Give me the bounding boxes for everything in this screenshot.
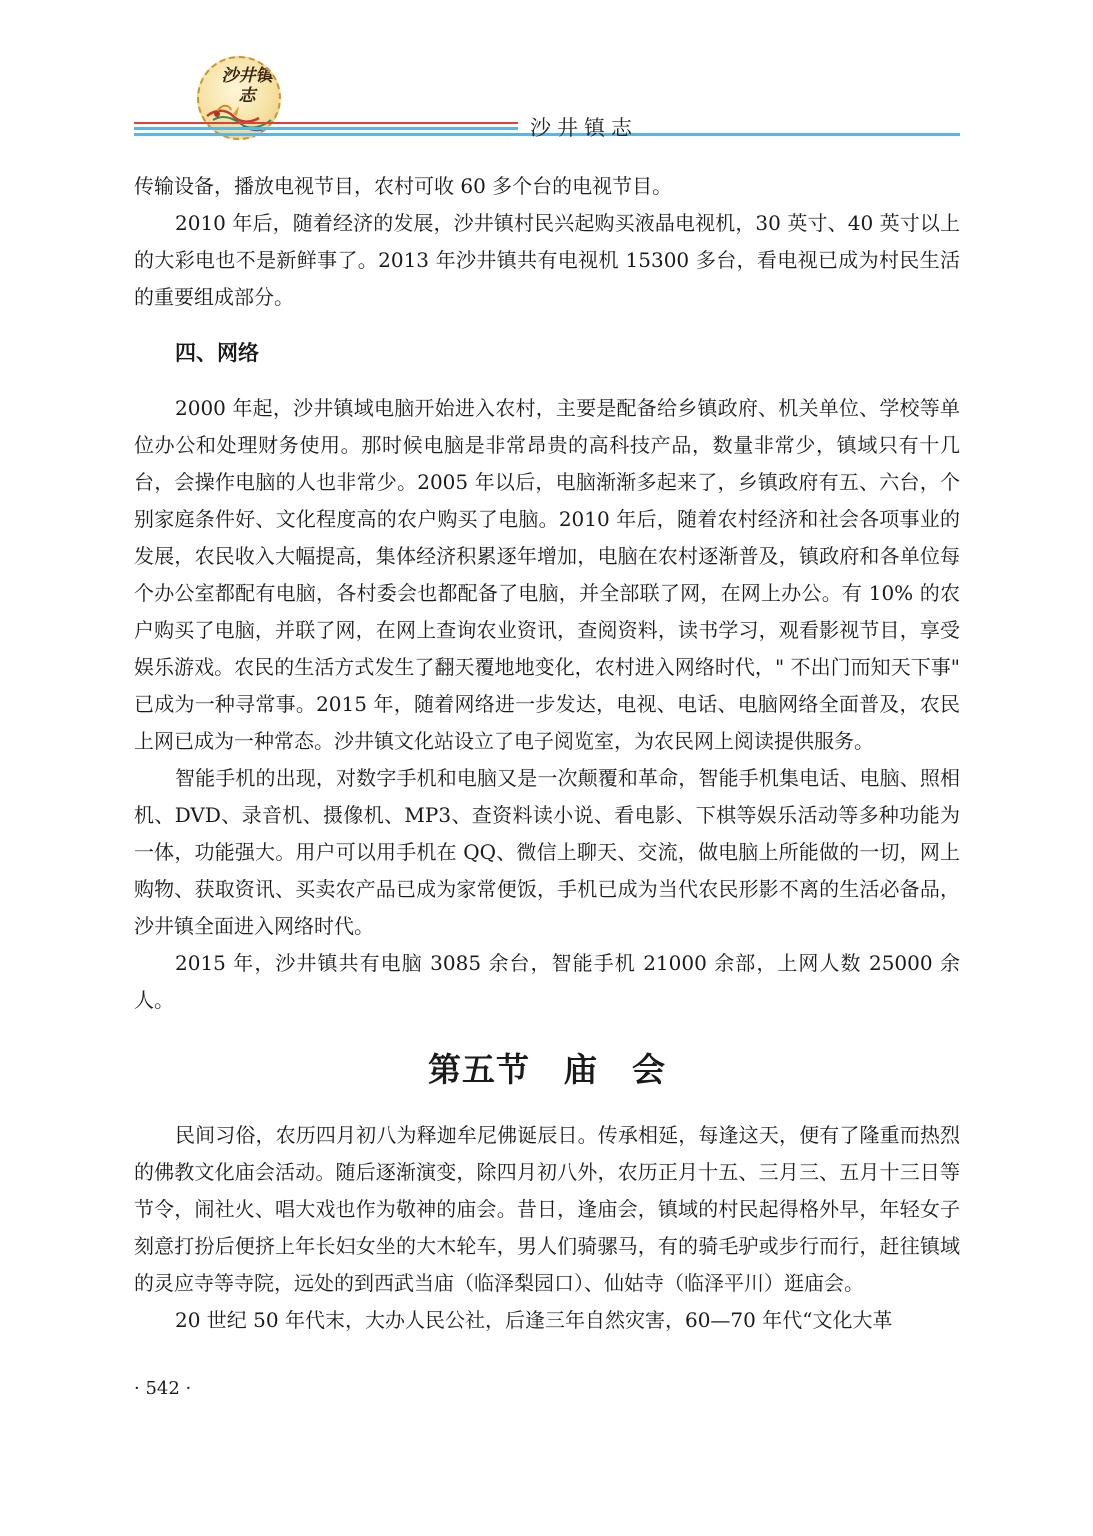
header-rule-blue-short	[134, 127, 518, 130]
chapter-heading: 第五节 庙 会	[428, 1050, 666, 1089]
page-body	[134, 168, 960, 1339]
body-paragraph: 2010 年后，随着经济的发展，沙井镇村民兴起购买液晶电视机，30 英寸、40 英寸以上的大彩电也不是新鲜事了。2013 年沙井镇共有电视机 15300 多台，看电视已成为村民生活的重要组成部分。	[134, 211, 960, 309]
header-book-title: 沙井镇志	[530, 116, 638, 140]
section-heading: 四、网络	[175, 341, 259, 365]
body-paragraph: 智能手机的出现，对数字手机和电脑又是一次颠覆和革命，智能手机集电话、电脑、照相机、DVD、录音机、摄像机、MP3、查资料读小说、看电影、下棋等娱乐活动等多种功能为一体，功能强大。用户可以用手机在 QQ、微信上聊天、交流，做电脑上所能做的一切，网上购物、获取资讯、买卖农产品已成为家常便饭，手机已成为当代农民形影不离的生活必备品，沙井镇全面进入网络时代。	[134, 766, 960, 938]
body-paragraph: 2015 年，沙井镇共有电脑 3085 余台，智能手机 21000 余部，上网人数 25000 余人。	[134, 951, 960, 1012]
logo-text: 沙井镇志	[221, 66, 273, 106]
header-rule-red	[134, 122, 518, 124]
body-paragraph: 传输设备，播放电视节目，农村可收 60 多个台的电视节目。	[134, 174, 673, 198]
page-header	[0, 0, 1093, 160]
body-paragraph: 2000 年起，沙井镇域电脑开始进入农村，主要是配备给乡镇政府、机关单位、学校等单位办公和处理财务使用。那时候电脑是非常昂贵的高科技产品，数量非常少，镇域只有十几台，会操作电脑的人也非常少。2005 年以后，电脑渐渐多起来了，乡镇政府有五、六台，个别家庭条件好、文化程度高的农户购买了电脑。2010 年后，随着农村经济和社会各项事业的发展，农民收入大幅提高，集体经济积累逐年增加，电脑在农村逐渐普及，镇政府和各单位每个办公室都配有电脑，各村委会也都配备了电脑，并全部联了网，在网上办公。有 10% 的农户购买了电脑，并联了网，在网上查询农业资讯，查阅资料，读书学习，观看影视节目，享受娱乐游戏。农民的生活方式发生了翻天覆地地变化，农村进入网络时代，" 不出门而知天下事" 已成为一种寻常事。2015 年，随着网络进一步发达，电视、电话、电脑网络全面普及，农民上网已成为一种常态。沙井镇文化站设立了电子阅览室，为农民网上阅读提供服务。	[134, 396, 960, 753]
page-number: · 542 ·	[134, 1378, 192, 1399]
body-paragraph: 20 世纪 50 年代末，大办人民公社，后逢三年自然灾害，60—70 年代“文化大革	[175, 1308, 893, 1332]
body-paragraph: 民间习俗，农历四月初八为释迦牟尼佛诞辰日。传承相延，每逢这天，便有了隆重而热烈的佛教文化庙会活动。随后逐渐演变，除四月初八外，农历正月十五、三月三、五月十三日等节令，闹社火、唱大戏也作为敬神的庙会。昔日，逢庙会，镇域的村民起得格外早，年轻女子刻意打扮后便挤上年长妇女坐的大木轮车，男人们骑骡马，有的骑毛驴或步行而行，赶往镇域的灵应寺等寺院，远处的到西武当庙（临泽梨园口）、仙姑寺（临泽平川）逛庙会。	[134, 1123, 960, 1295]
